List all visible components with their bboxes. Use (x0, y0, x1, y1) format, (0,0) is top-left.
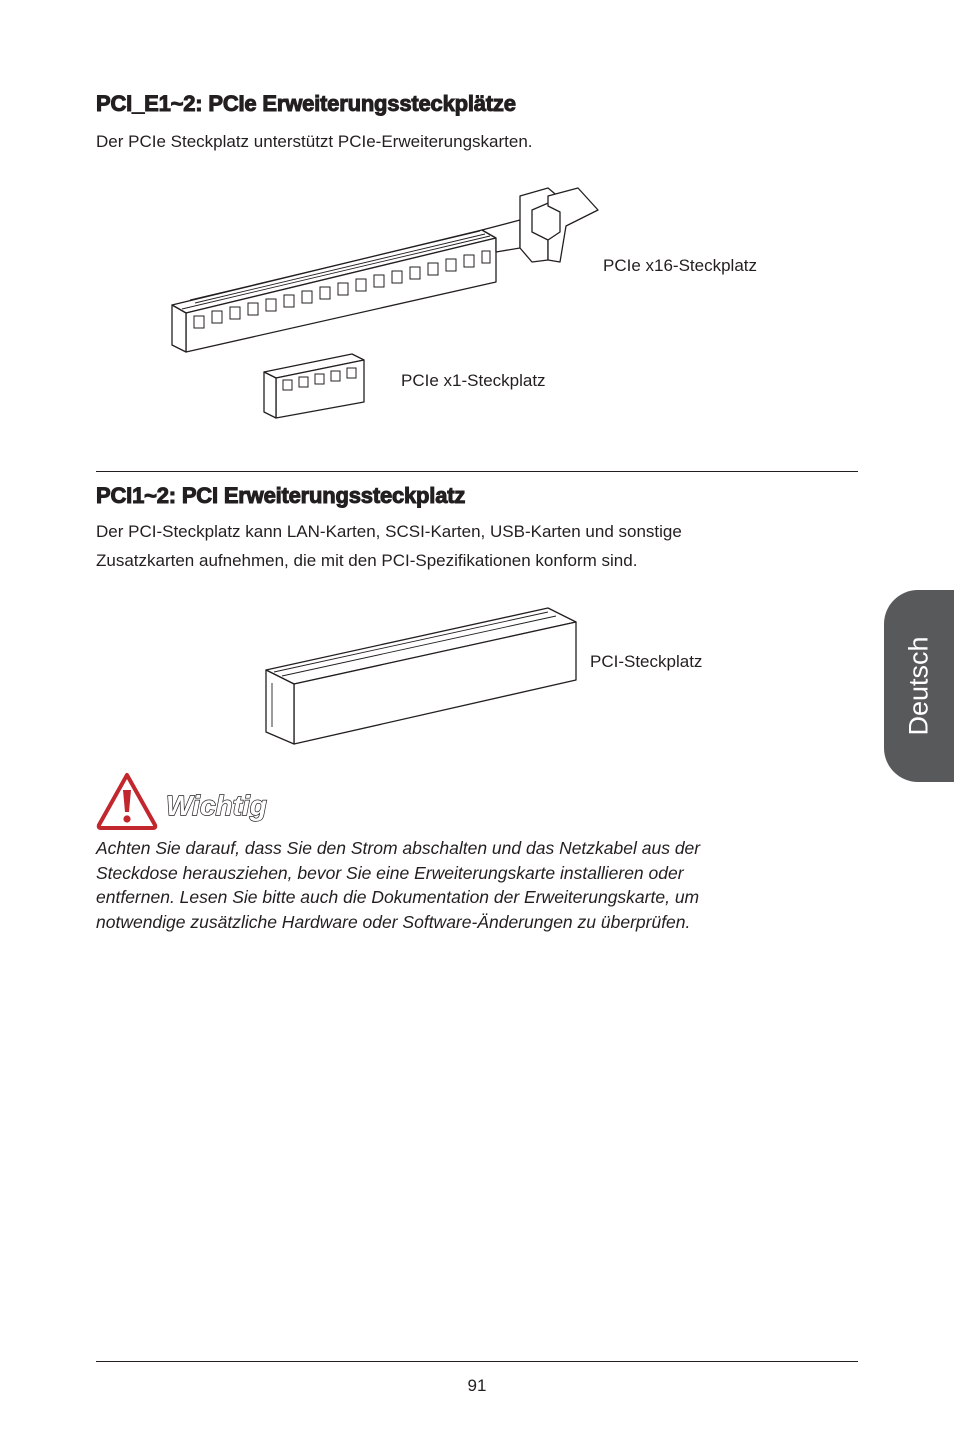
section2-description-line1: Der PCI-Steckplatz kann LAN-Karten, SCSI-Karten, USB-Karten und sonstige (96, 522, 682, 541)
section-divider (96, 471, 858, 472)
important-text-line2: Steckdose herausziehen, bevor Sie eine Erweiterungskarte installieren oder (96, 863, 684, 883)
page-number: 91 (467, 1376, 487, 1395)
language-side-tab (884, 590, 954, 782)
important-text-line3: entfernen. Lesen Sie bitte auch die Dokumentation der Erweiterungskarte, um (96, 887, 700, 907)
side-tab-label: Deutsch (903, 636, 934, 736)
important-title: Wichtig (166, 790, 267, 821)
important-text-line4: notwendige zusätzliche Hardware oder Software-Änderungen zu überprüfen. (96, 912, 691, 932)
important-text-line1: Achten Sie darauf, dass Sie den Strom abschalten und das Netzkabel aus der (96, 838, 701, 858)
section2-description-line2: Zusatzkarten aufnehmen, die mit den PCI-Spezifikationen konform sind. (96, 551, 638, 570)
warning-triangle-icon (96, 772, 158, 830)
pcie-x16-label: PCIe x16-Steckplatz (603, 256, 758, 275)
pcie-x1-slot-illustration (264, 354, 364, 418)
section1-heading: PCI_E1~2: PCIe Erweiterungssteckplätze (96, 91, 516, 116)
section1-description: Der PCIe Steckplatz unterstützt PCIe-Erweiterungskarten. (96, 132, 533, 151)
section2-heading: PCI1~2: PCI Erweiterungssteckplatz (96, 483, 466, 508)
footer-divider (96, 1361, 858, 1362)
pcie-x1-label: PCIe x1-Steckplatz (401, 371, 546, 390)
pci-slot-illustration (266, 608, 576, 744)
pci-label: PCI-Steckplatz (590, 652, 703, 671)
